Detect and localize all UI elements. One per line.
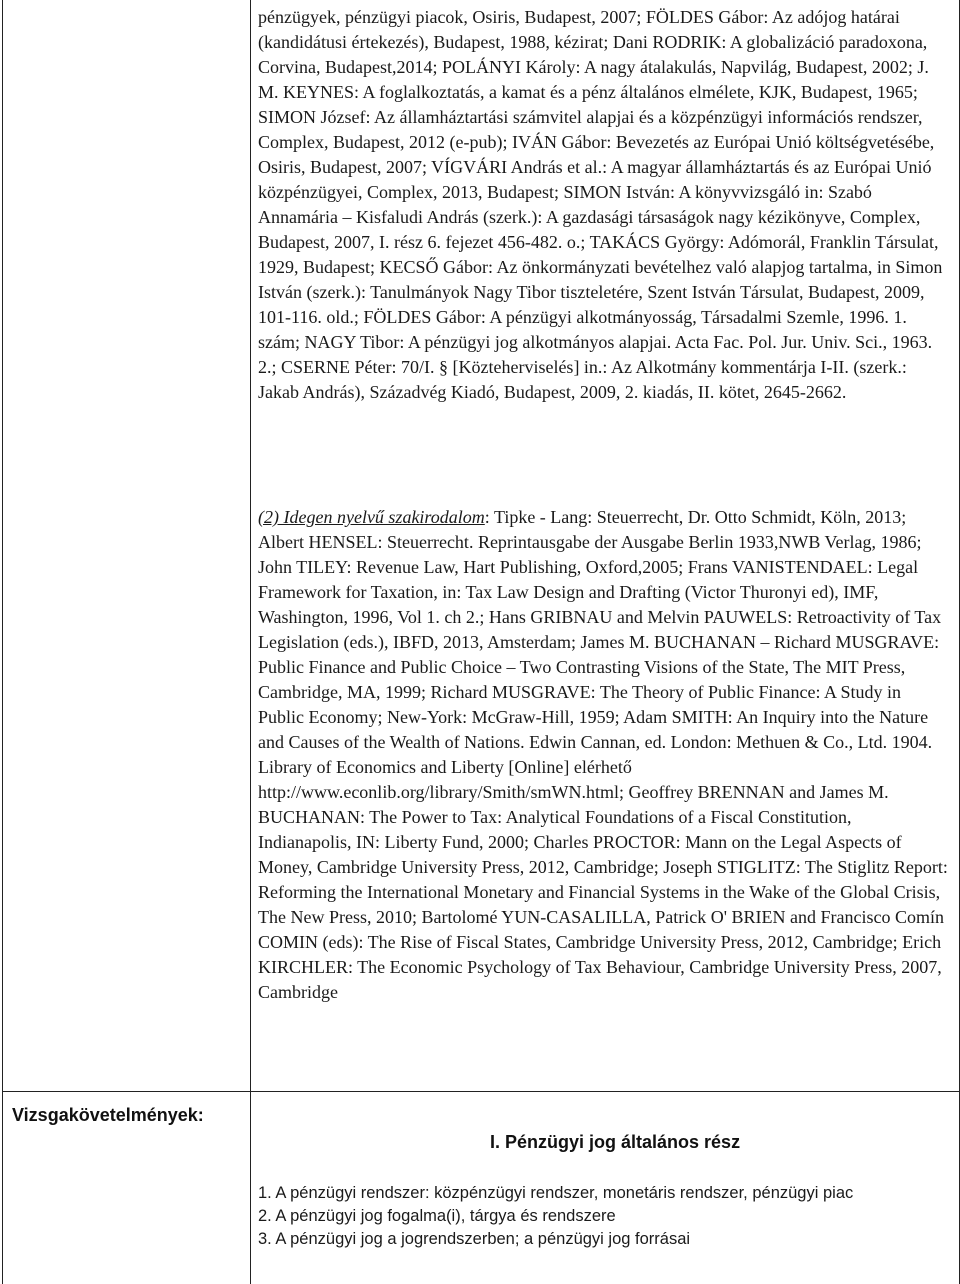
hungarian-literature-paragraph: pénzügyek, pénzügyi piacok, Osiris, Budapest, 2007; FÖLDES Gábor: Az adójog határai (kandidátusi értekezés), Budapest, 1988, kézirat; Dani RODRIK: A globalizáció paradoxona, Corvina, Budapest,2014; POLÁNYI Károly: A nagy átalakulás, Napvilág, Budapest, 2002; J. M. KEYNES: A foglalkoztatás, a kamat és a pénz általános elmélete, KJK, Budapest, 1965; SIMON József: Az államháztartási számvitel alapjai és a közpénzügyi információs rendszer, Complex, Budapest, 2012 (e-pub); IVÁN Gábor: Bevezetés az Európai Unió költségvetésébe, Osiris, Budapest, 2007; VÍGVÁRI András et al.: A magyar államháztartás és az Európai Unió közpénzügyei, Complex, 2013, Budapest; SIMON István: A könyvvizsgáló in: Szabó Annamária – Kisfaludi András (szerk.): A gazdasági társaságok nagy kézikönyve, Complex, Budapest, 2007, I. rész 6. fejezet 456-482. o.; TAKÁCS György: Adómorál, Franklin Társulat, 1929, Budapest; KECSŐ Gábor: Az önkormányzati bevételhez való alapjog tartalma, in Simon István (szerk.): Tanulmányok Nagy Tibor tiszteletére, Szent István Társulat, Budapest, 2009, 101-116. old.; FÖLDES Gábor: A pénzügyi alkotmányosság, Társadalmi Szemle, 1996. 1. szám; NAGY Tibor: A pénzügyi jog alkotmányos alapjai. Acta Fac. Pol. Jur. Univ. Sci., 1963. 2.; CSERNE Péter: 70/I. § [Közteherviselés] in.: Az Alkotmány kommentárja I-II. (szerk.: Jakab András), Századvég Kiadó, Budapest, 2009, 2. kiadás, II. kötet, 2645-2662. — [258, 7, 943, 402]
list-item: 1. A pénzügyi rendszer: közpénzügyi rendszer, monetáris rendszer, pénzügyi piac — [258, 1184, 854, 1202]
row-divider — [3, 1091, 959, 1092]
list-item: 3. A pénzügyi jog a jogrendszerben; a pénzügyi jog forrásai — [258, 1230, 691, 1248]
foreign-literature-heading: (2) Idegen nyelvű szakirodalom — [258, 507, 485, 527]
foreign-literature-paragraph — [258, 505, 948, 1005]
exam-topic-list — [258, 1182, 948, 1251]
exam-requirements-label: Vizsgakövetelmények: — [12, 1105, 204, 1125]
section-title: I. Pénzügyi jog általános rész — [490, 1132, 741, 1152]
foreign-literature-text: : Tipke - Lang: Steuerrecht, Dr. Otto Schmidt, Köln, 2013; Albert HENSEL: Steuerrecht. Reprintausgabe der Ausgabe Berlin 1933,NWB Verlag, 1986; John TILEY: Revenue Law, Hart Publishing, Oxford,2005; Frans VANISTENDAEL: Legal Framework for Taxation, in: Tax Law Design and Drafting (Victor Thuronyi ed), IMF, Washington, 1996, Vol 1. ch 2.; Hans GRIBNAU and Melvin PAUWELS: Retroactivity of Tax Legislation (eds.), IBFD, 2013, Amsterdam; James M. BUCHANAN – Richard MUSGRAVE: Public Finance and Public Choice – Two Contrasting Visions of the State, The MIT Press, Cambridge, MA, 1999; Richard MUSGRAVE: The Theory of Public Finance: A Study in Public Economy; New-York: McGraw-Hill, 1959; Adam SMITH: An Inquiry into the Nature and Causes of the Wealth of Nations. Edwin Cannan, ed. London: Methuen & Co., Ltd. 1904. Library of Economics and Liberty [Online] elérhető http://www.econlib.org/library/Smith/smWN.html; Geoffrey BRENNAN and James M. BUCHANAN: The Power to Tax: Analytical Foundations of a Fiscal Constitution, Indianapolis, IN: Liberty Fund, 2000; Charles PROCTOR: Mann on the Legal Aspects of Money, Cambridge University Press, 2012, Cambridge; Joseph STIGLITZ: The Stiglitz Report: Reforming the International Monetary and Financial Systems in the Wake of the Global Crisis, The New Press, 2010; Bartolomé YUN-CASALILLA, Patrick O' BRIEN and Francisco Comín COMIN (eds): The Rise of Fiscal States, Cambridge University Press, 2012, Cambridge; Erich KIRCHLER: The Economic Psychology of Tax Behaviour, Cambridge University Press, 2007, Cambridge — [258, 507, 948, 1002]
list-item: 2. A pénzügyi jog fogalma(i), tárgya és rendszere — [258, 1207, 616, 1225]
